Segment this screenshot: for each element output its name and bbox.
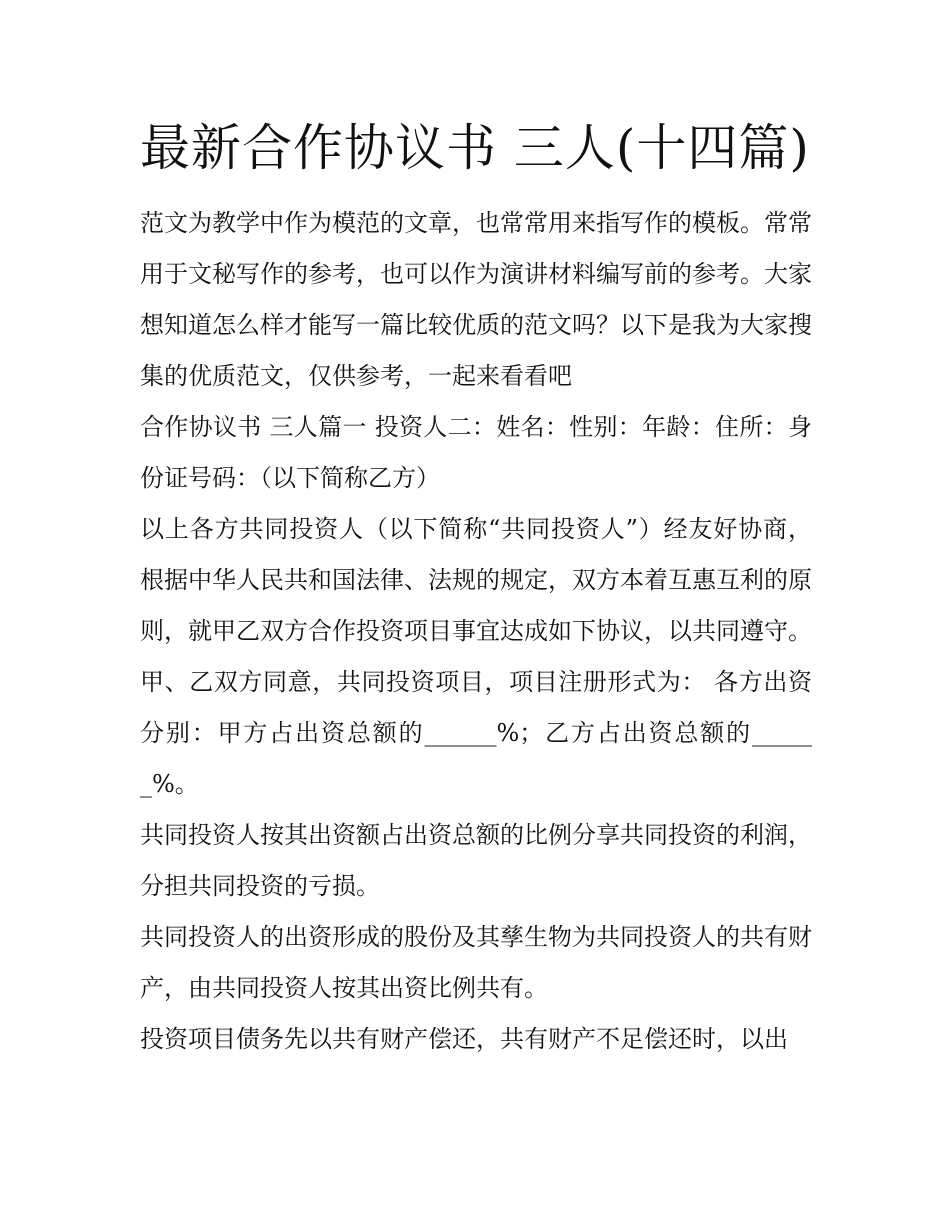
paragraph-agreement-preamble: 以上各方共同投资人（以下简称“共同投资人”）经友好协商，根据中华人民共和国法律、法规的规定，双方本着互惠互利的原则，就甲乙双方合作投资项目事宜达成如下协议，以共同遵守。 xyxy=(140,515,812,645)
document-body xyxy=(140,198,812,1065)
paragraph-investor-info: 合作协议书 三人篇一 投资人二：姓名：性别：年龄：住所：身份证号码：（以下简称乙方） xyxy=(140,413,812,492)
paragraph-capital-contribution: 甲、乙双方同意，共同投资项目，项目注册形式为： 各方出资分别：甲方占出资总额的______%；乙方占出资总额的______%。 xyxy=(140,668,812,798)
document-title: 最新合作协议书 三人(十四篇) xyxy=(140,119,810,177)
paragraph-profit-sharing: 共同投资人按其出资额占出资总额的比例分享共同投资的利润，分担共同投资的亏损。 xyxy=(140,821,812,900)
paragraph-debt-repayment: 投资项目债务先以共有财产偿还，共有财产不足偿还时，以出 xyxy=(140,1025,788,1053)
paragraph-intro: 范文为教学中作为模范的文章，也常常用来指写作的模板。常常用于文秘写作的参考，也可以作为演讲材料编写前的参考。大家想知道怎么样才能写一篇比较优质的范文吗？以下是我为大家搜集的优质范文，仅供参考，一起来看看吧 xyxy=(140,209,812,390)
paragraph-shared-property: 共同投资人的出资形成的股份及其孳生物为共同投资人的共有财产，由共同投资人按其出资比例共有。 xyxy=(140,923,812,1002)
